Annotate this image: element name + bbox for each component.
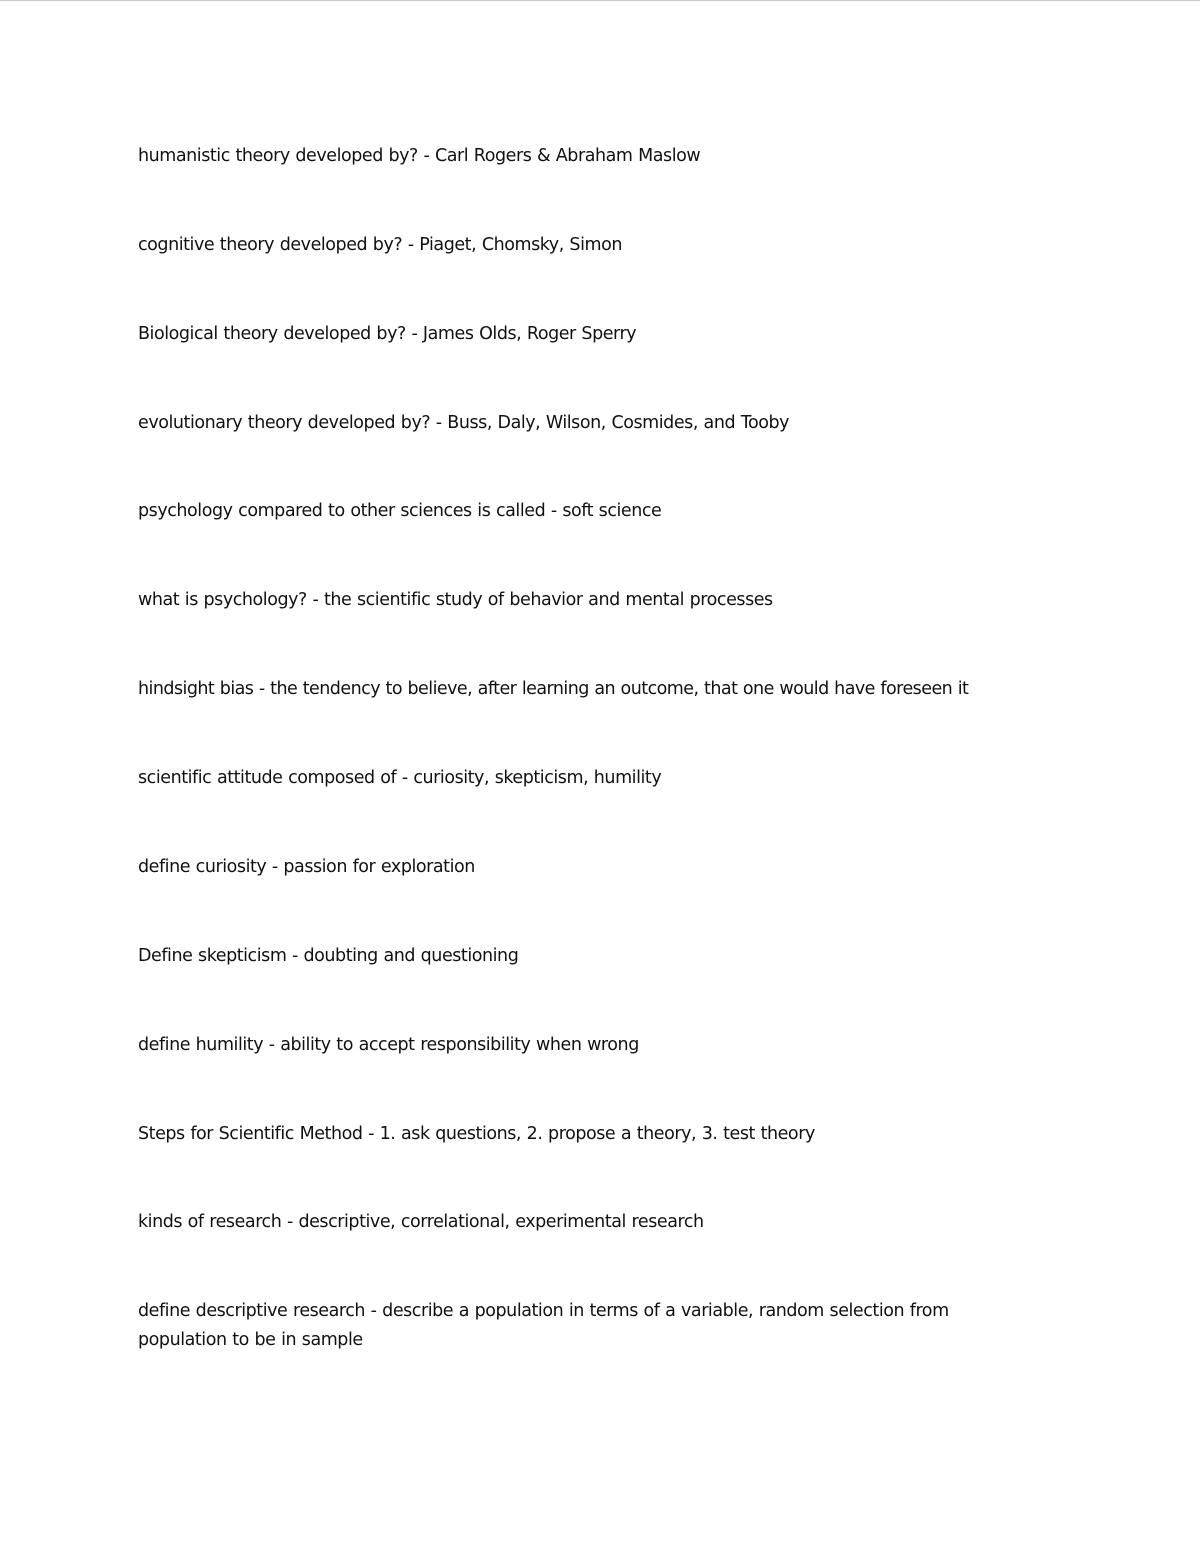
flashcard-entry-11: define humility - ability to accept responsibility when wrong xyxy=(138,1035,639,1055)
flashcard-entry-5: psychology compared to other sciences is called - soft science xyxy=(138,501,662,521)
flashcard-entry-12: Steps for Scientific Method - 1. ask questions, 2. propose a theory, 3. test theory xyxy=(138,1124,815,1144)
flashcard-entry-6: what is psychology? - the scientific study of behavior and mental processes xyxy=(138,590,773,610)
flashcard-entry-3: Biological theory developed by? - James Olds, Roger Sperry xyxy=(138,324,637,344)
flashcard-entry-4: evolutionary theory developed by? - Buss, Daly, Wilson, Cosmides, and Tooby xyxy=(138,413,790,433)
flashcard-entry-10: Define skepticism - doubting and questioning xyxy=(138,946,519,966)
flashcard-entry-8: scientific attitude composed of - curiosity, skepticism, humility xyxy=(138,768,662,788)
flashcard-entry-1: humanistic theory developed by? - Carl Rogers & Abraham Maslow xyxy=(138,146,701,166)
flashcard-entry-7: hindsight bias - the tendency to believe, after learning an outcome, that one would have foreseen it xyxy=(138,679,969,699)
flashcard-entry-9: define curiosity - passion for exploration xyxy=(138,857,475,877)
flashcard-entry-13: kinds of research - descriptive, correlational, experimental research xyxy=(138,1212,704,1232)
flashcard-entry-2: cognitive theory developed by? - Piaget, Chomsky, Simon xyxy=(138,235,623,255)
flashcard-entry-14: define descriptive research - describe a population in terms of a variable, random selection from population to be in sample xyxy=(138,1301,949,1350)
